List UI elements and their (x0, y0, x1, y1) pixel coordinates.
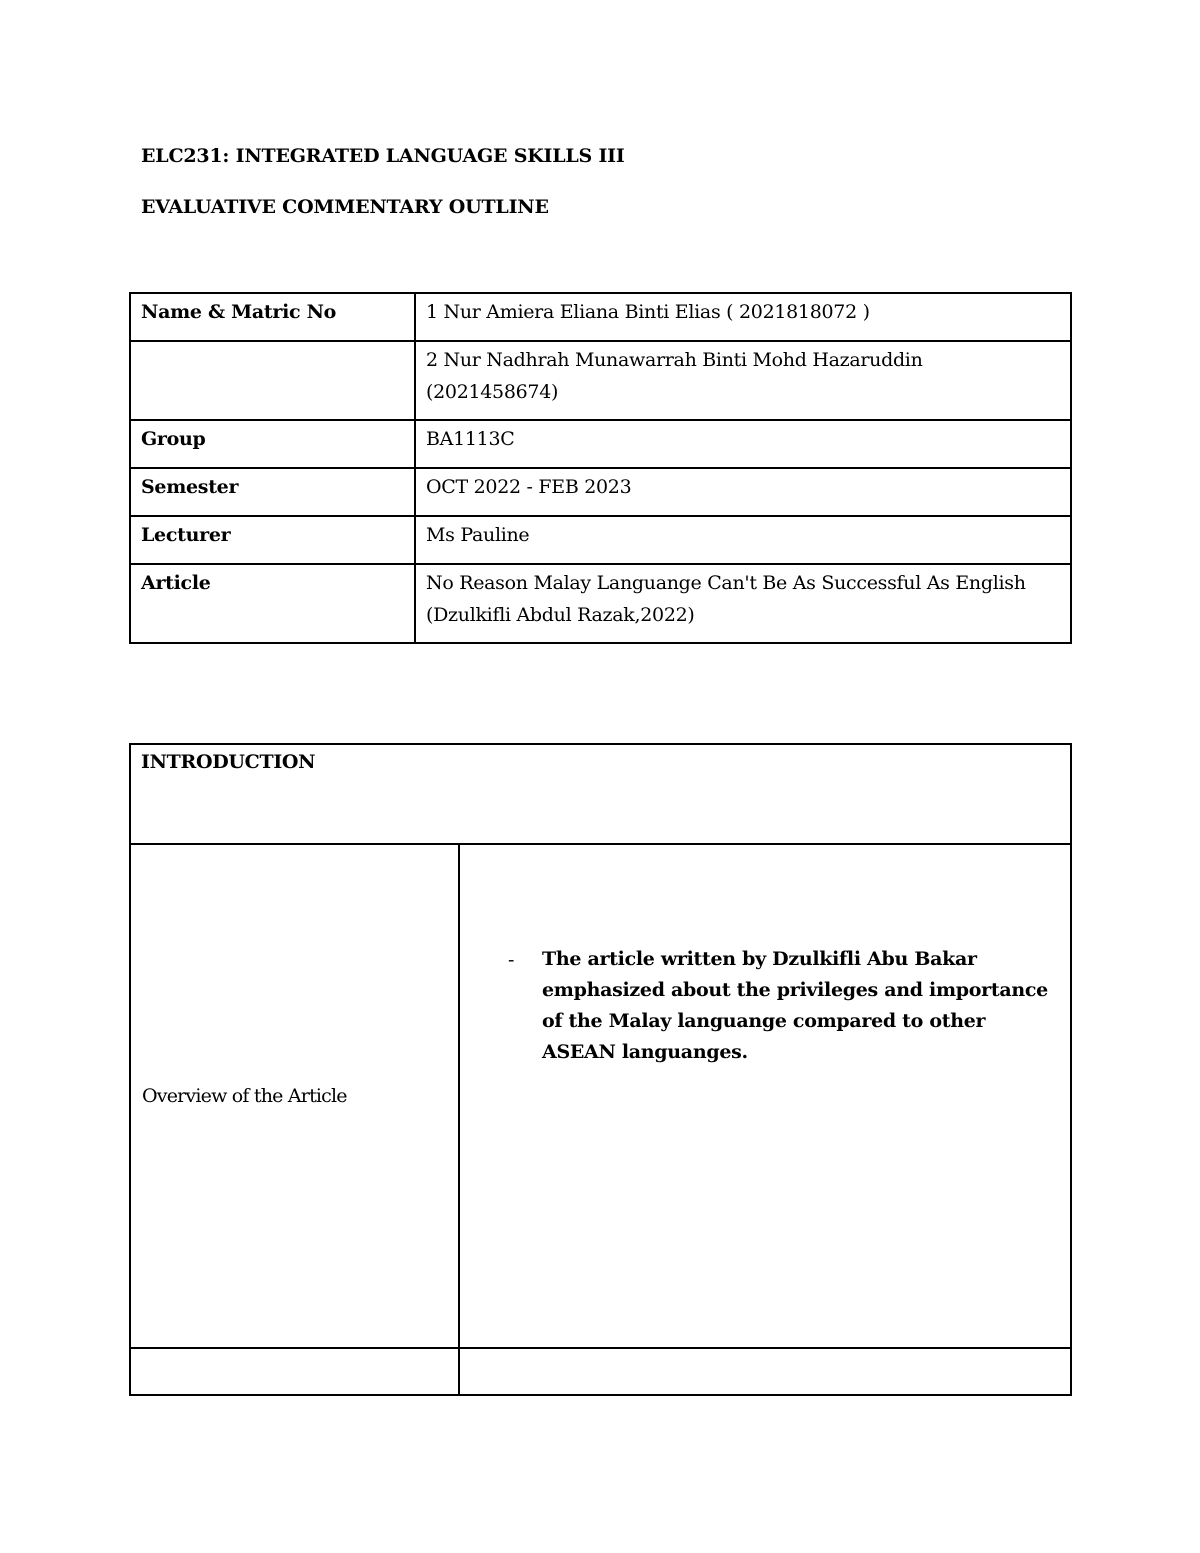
article-citation-line: (Dzulkifli Abdul Razak,2022) (426, 604, 695, 626)
document-subtitle: EVALUATIVE COMMENTARY OUTLINE (141, 196, 549, 218)
student-name-2 (415, 341, 1071, 420)
group-value: BA1113C (415, 420, 1071, 468)
table-row (130, 1348, 1071, 1395)
article-label: Article (130, 564, 415, 643)
list-item (508, 944, 1058, 1068)
overview-label: Overview of the Article (130, 844, 459, 1348)
semester-label: Semester (130, 468, 415, 516)
lecturer-value: Ms Pauline (415, 516, 1071, 564)
outline-table (129, 743, 1072, 1396)
group-label: Group (130, 420, 415, 468)
bullet-marker: - (508, 949, 515, 971)
article-value (415, 564, 1071, 643)
student-name-2-line-2: (2021458674) (426, 381, 559, 403)
lecturer-label: Lecturer (130, 516, 415, 564)
table-row (130, 341, 1071, 420)
table-row (130, 844, 1071, 1348)
empty-cell-left (130, 1348, 459, 1395)
table-row (130, 468, 1071, 516)
student-info-table (129, 292, 1072, 644)
semester-value: OCT 2022 - FEB 2023 (415, 468, 1071, 516)
student-name-1: 1 Nur Amiera Eliana Binti Elias ( 2021818072 ) (415, 293, 1071, 341)
table-row (130, 516, 1071, 564)
document-title: ELC231: INTEGRATED LANGUAGE SKILLS III (141, 145, 625, 167)
table-row (130, 744, 1071, 844)
empty-label-cell (130, 341, 415, 420)
overview-content (459, 844, 1071, 1348)
table-row (130, 293, 1071, 341)
table-row (130, 420, 1071, 468)
empty-cell-right (459, 1348, 1071, 1395)
introduction-heading: INTRODUCTION (130, 744, 1071, 844)
overview-bullet-text: The article written by Dzulkifli Abu Bakar emphasized about the privileges and importance of the Malay languange compared to other ASEAN languanges. (542, 948, 1048, 1063)
article-title-line: No Reason Malay Languange Can't Be As Successful As English (426, 572, 1026, 594)
table-row (130, 564, 1071, 643)
name-matric-label: Name & Matric No (130, 293, 415, 341)
student-name-2-line-1: 2 Nur Nadhrah Munawarrah Binti Mohd Hazaruddin (426, 349, 923, 371)
